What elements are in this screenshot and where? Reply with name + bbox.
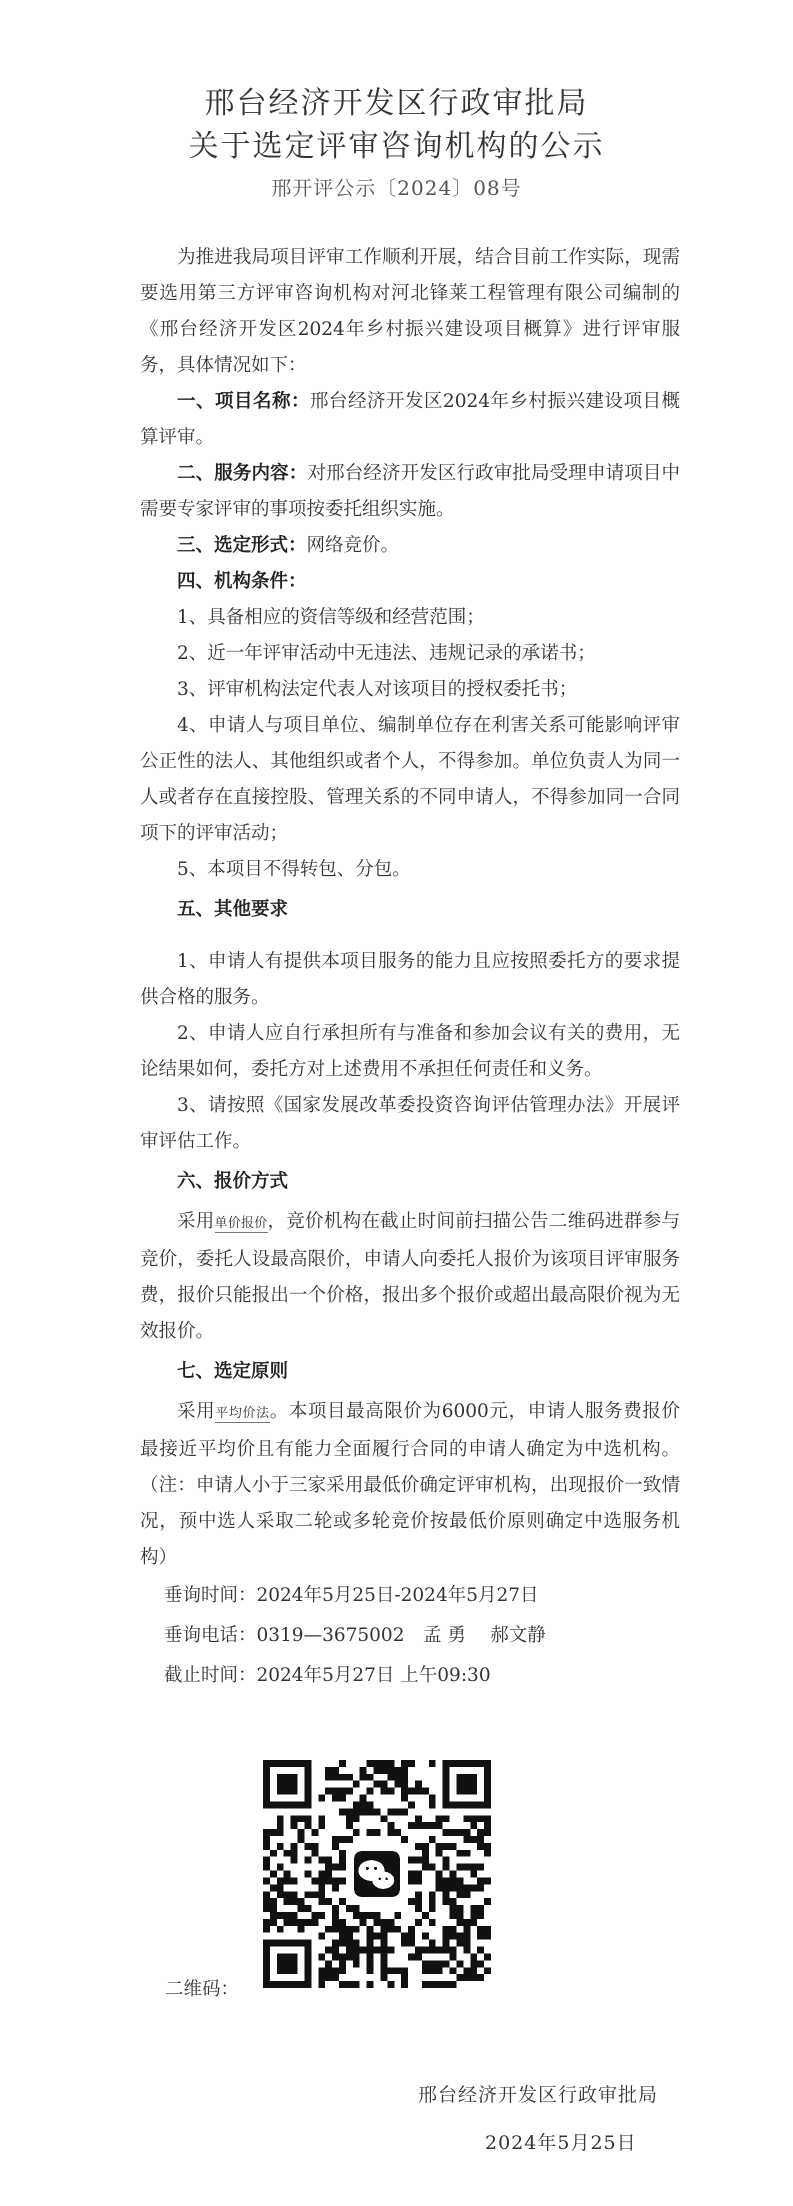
list-item: 3、请按照《国家发展改革委投资咨询评估管理办法》开展评审评估工作。 bbox=[140, 1095, 680, 1152]
section-heading-quote-method: 六、报价方式 bbox=[177, 1171, 289, 1192]
section-text: 网络竞价。 bbox=[306, 535, 400, 556]
qr-label: 二维码： bbox=[165, 1979, 240, 2000]
list-item: 2、近一年评审活动中无违法、违规记录的承诺书； bbox=[177, 643, 596, 664]
announcement-body bbox=[140, 240, 680, 1696]
inquiry-phone: 垂询电话：0319—3675002 孟 勇 郝文静 bbox=[164, 1625, 546, 1646]
wechat-icon bbox=[349, 1846, 404, 1901]
section-project-name bbox=[140, 384, 680, 456]
list-item: 1、具备相应的资信等级和经营范围； bbox=[177, 607, 485, 628]
section-quote-method-text: 采用单价报价，竞价机构在截止时间前扫描公告二维码进群参与竞价，委托人设最高限价，申请人向委托人报价为该项目评审服务费，报价只能报出一个价格，报出多个报价或超出最高限价视为无效报价。 bbox=[140, 1211, 680, 1342]
title-line-1: 邢台经济开发区行政审批局 bbox=[204, 86, 589, 121]
section-text: 邢台经济开发区2024年乡村振兴建设项目概算评审。 bbox=[140, 391, 680, 448]
document-number: 邢开评公示〔2024〕08号 bbox=[271, 176, 522, 200]
deadline-time: 截止时间：2024年5月27日 上午09:30 bbox=[164, 1665, 491, 1686]
finder-pattern-top-left bbox=[263, 1760, 311, 1808]
selection-method-term: 平均价法 bbox=[215, 1406, 270, 1421]
finder-pattern-bottom-left bbox=[263, 1940, 311, 1988]
section-selection-form bbox=[140, 528, 680, 564]
section-heading: 二、服务内容： bbox=[177, 463, 308, 484]
list-item: 3、评审机构法定代表人对该项目的授权委托书； bbox=[177, 679, 578, 700]
section-heading-other-requirements: 五、其他要求 bbox=[177, 899, 289, 920]
section-heading: 三、选定形式： bbox=[177, 535, 307, 556]
signature-date: 2024年5月25日 bbox=[485, 2132, 637, 2154]
list-item: 4、申请人与项目单位、编制单位存在利害关系可能影响评审公正性的法人、其他组织或者个人，不得参加。单位负责人为同一人或者存在直接控股、管理关系的不同申请人，不得参加同一合同项下的评审活动； bbox=[140, 715, 680, 844]
qr-code[interactable] bbox=[263, 1760, 491, 1988]
section-heading-qualifications: 四、机构条件： bbox=[177, 571, 307, 592]
inquiry-time: 垂询时间：2024年5月25日-2024年5月27日 bbox=[164, 1585, 539, 1606]
section-heading: 一、项目名称： bbox=[177, 391, 310, 412]
title-line-2: 关于选定评审咨询机构的公示 bbox=[188, 129, 605, 164]
intro-paragraph: 为推进我局项目评审工作顺利开展，结合目前工作实际，现需要选用第三方评审咨询机构对河北锋莱工程管理有限公司编制的《邢台经济开发区2024年乡村振兴建设项目概算》进行评审服务，具体情况如下： bbox=[140, 247, 680, 376]
list-item: 1、申请人有提供本项目服务的能力且应按照委托方的要求提供合格的服务。 bbox=[140, 951, 680, 1008]
qr-section bbox=[145, 1760, 665, 2000]
section-service-content bbox=[140, 456, 680, 528]
finder-pattern-top-right bbox=[443, 1760, 491, 1808]
list-item: 2、申请人应自行承担所有与准备和参加会议有关的费用，无论结果如何，委托方对上述费用不承担任何责任和义务。 bbox=[140, 1023, 680, 1080]
section-selection-principle-text: 采用平均价法。本项目最高限价为6000元，申请人服务费报价最接近平均价且有能力全面履行合同的申请人确定为中选机构。（注：申请人小于三家采用最低价确定评审机构，出现报价一致情况，预中选人采取二轮或多轮竞价按最低价原则确定中选服务机构） bbox=[140, 1401, 680, 1568]
section-text: 对邢台经济开发区行政审批局受理申请项目中需要专家评审的事项按委托组织实施。 bbox=[140, 463, 680, 520]
list-item: 5、本项目不得转包、分包。 bbox=[177, 859, 411, 880]
signature-organization: 邢台经济开发区行政审批局 bbox=[418, 2084, 659, 2106]
section-heading-selection-principle: 七、选定原则 bbox=[177, 1361, 289, 1382]
quote-method-term: 单价报价 bbox=[214, 1216, 268, 1231]
